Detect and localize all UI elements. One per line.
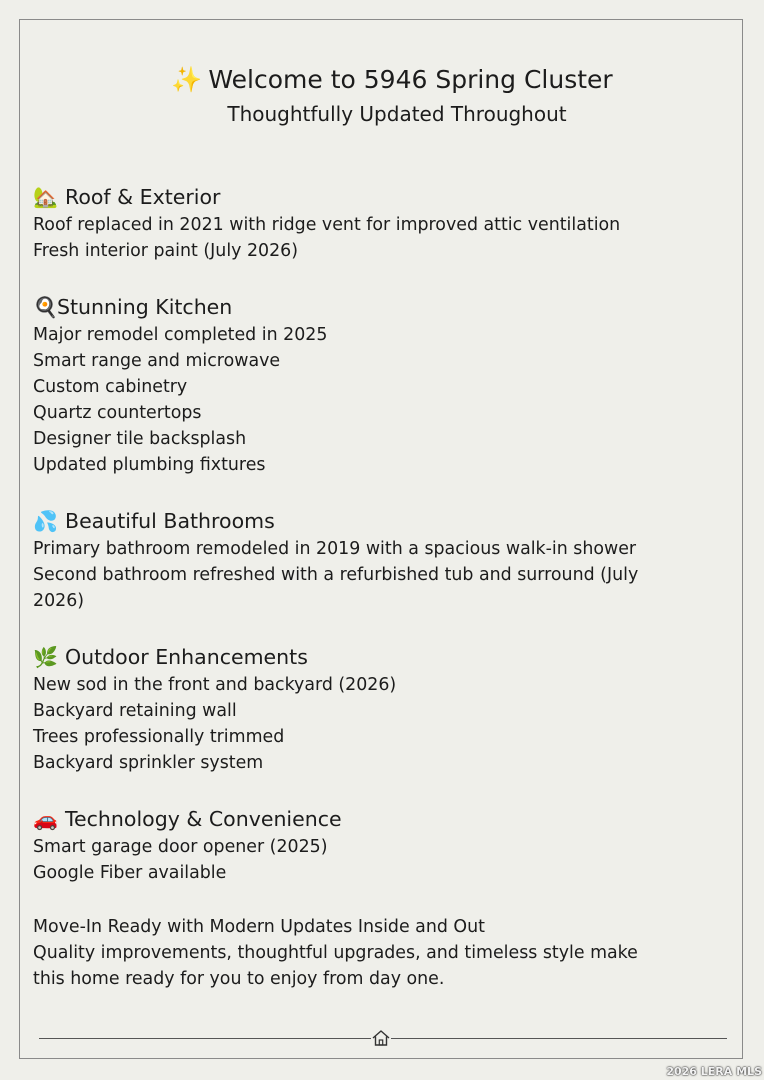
list-item: Quartz countertops: [33, 403, 202, 423]
title-text: Welcome to 5946 Spring Cluster: [208, 65, 613, 94]
section-heading: [33, 506, 723, 536]
section-title: Beautiful Bathrooms: [65, 509, 275, 533]
closing-line: Quality improvements, thoughtful upgrades, and timeless style make: [33, 943, 638, 963]
sparkles-icon: ✨: [171, 65, 203, 94]
page-title: [20, 60, 764, 100]
closing-line: Move-In Ready with Modern Updates Inside and Out: [33, 917, 485, 937]
list-item: Trees professionally trimmed: [33, 727, 285, 747]
mls-watermark: 2026 LERA MLS: [666, 1065, 762, 1078]
closing-statement: [33, 914, 723, 992]
list-item: Second bathroom refreshed with a refurbished tub and surround (July: [33, 565, 639, 585]
frying-pan-icon: 🍳: [33, 295, 58, 319]
content: [33, 182, 723, 992]
section-title: Technology & Convenience: [65, 807, 342, 831]
list-item: Fresh interior paint (July 2026): [33, 241, 299, 261]
list-item: Updated plumbing fixtures: [33, 455, 266, 475]
herb-leaf-icon: 🌿: [33, 645, 58, 669]
section-title: Outdoor Enhancements: [65, 645, 308, 669]
list-item: Smart range and microwave: [33, 351, 281, 371]
section-technology: [33, 804, 723, 886]
list-item: Major remodel completed in 2025: [33, 325, 328, 345]
list-item: Smart garage door opener (2025): [33, 837, 328, 857]
list-item: Designer tile backsplash: [33, 429, 247, 449]
section-kitchen: [33, 292, 723, 478]
section-heading: [33, 642, 723, 672]
list-item: Roof replaced in 2021 with ridge vent for improved attic ventilation: [33, 215, 621, 235]
page-subtitle: Thoughtfully Updated Throughout: [227, 102, 567, 126]
header: [0, 60, 764, 128]
section-heading: [33, 804, 723, 834]
section-heading: [33, 182, 723, 212]
section-outdoor: [33, 642, 723, 776]
list-item: Backyard sprinkler system: [33, 753, 264, 773]
section-bathrooms: [33, 506, 723, 614]
section-title: Stunning Kitchen: [57, 295, 233, 319]
list-item: 2026): [33, 591, 85, 611]
section-title: Roof & Exterior: [65, 185, 221, 209]
house-with-garden-icon: 🏡: [33, 185, 58, 209]
car-icon: 🚗: [33, 807, 58, 831]
list-item: Google Fiber available: [33, 863, 227, 883]
closing-line: this home ready for you to enjoy from day one.: [33, 969, 445, 989]
list-item: New sod in the front and backyard (2026): [33, 675, 397, 695]
section-heading: [33, 292, 723, 322]
list-item: Primary bathroom remodeled in 2019 with a spacious walk-in shower: [33, 539, 637, 559]
section-roof-exterior: [33, 182, 723, 264]
home-outline-icon: [371, 1029, 391, 1047]
list-item: Custom cabinetry: [33, 377, 188, 397]
water-droplets-icon: 💦: [33, 509, 58, 533]
list-item: Backyard retaining wall: [33, 701, 237, 721]
